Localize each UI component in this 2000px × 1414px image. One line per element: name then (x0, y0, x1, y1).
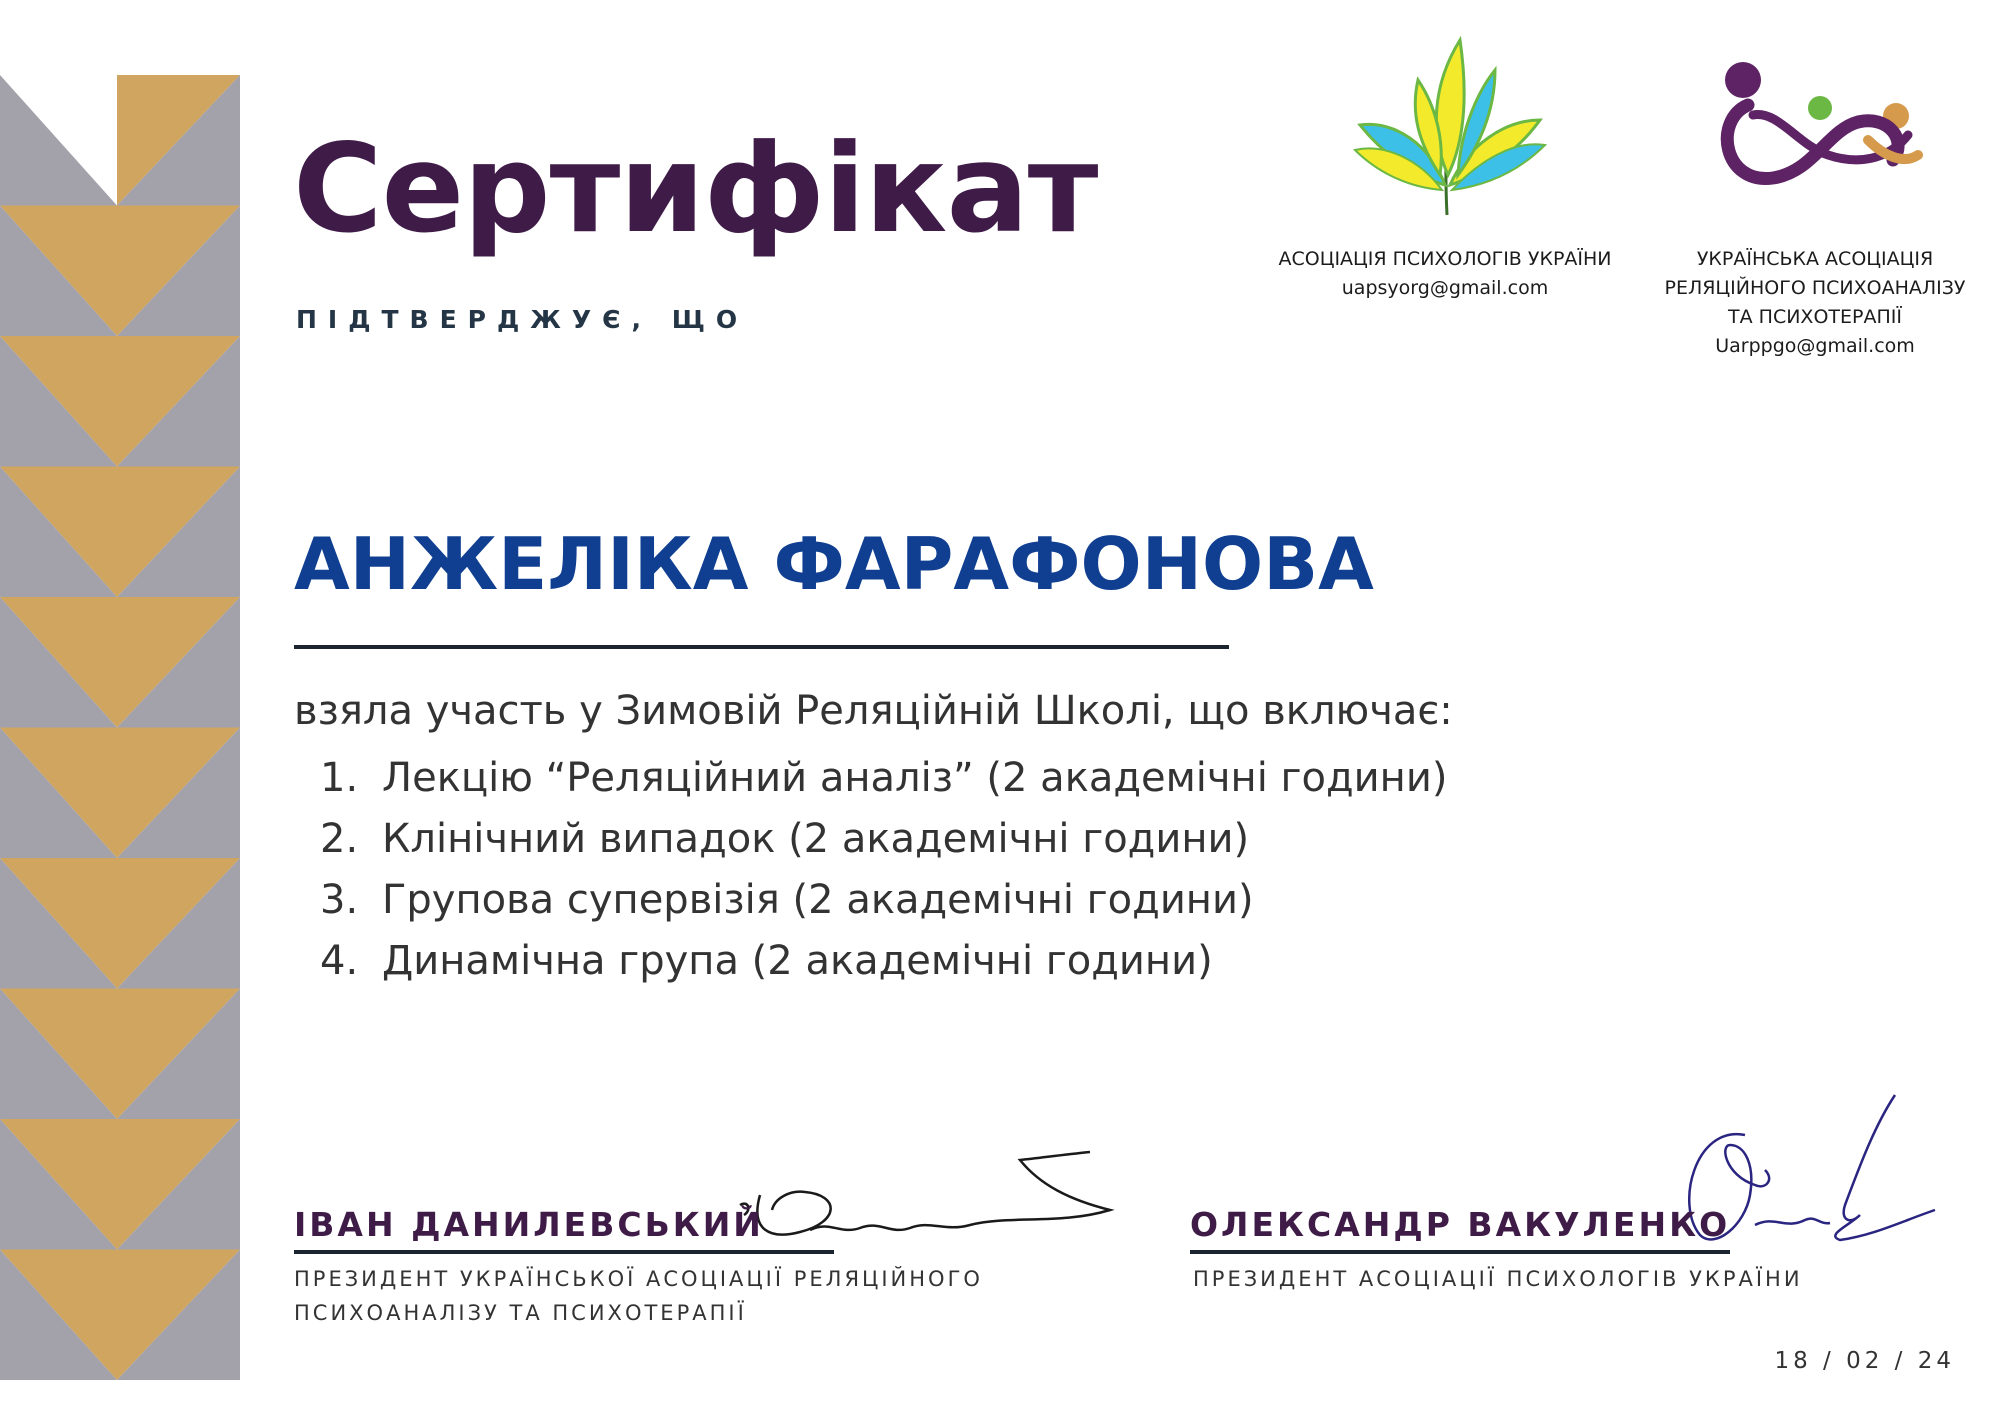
list-item-text: Лекцію “Реляційний аналіз” (2 академічні години) (382, 755, 1448, 801)
list-item-text: Клінічний випадок (2 академічні години) (382, 816, 1250, 862)
list-item-number: 4. (320, 938, 359, 984)
stripe-triangles (0, 75, 240, 1380)
recipient-underline (294, 645, 1229, 649)
signer-1-role (294, 1262, 983, 1330)
list-item (320, 750, 1620, 811)
organization-2-block (1630, 245, 2000, 361)
signer-2-line (1190, 1250, 1730, 1254)
list-item-number: 2. (320, 816, 359, 862)
program-items-list (320, 750, 1620, 994)
list-item-number: 1. (320, 755, 359, 801)
recipient-name: АНЖЕЛІКА ФАРАФОНОВА (294, 522, 1374, 606)
list-item (320, 811, 1620, 872)
infinity-figures-logo-icon (1718, 60, 1923, 190)
lotus-logo-icon (1340, 25, 1555, 220)
signer-2-role-line-1: ПРЕЗИДЕНТ АСОЦІАЦІЇ ПСИХОЛОГІВ УКРАЇНИ (1193, 1267, 1803, 1291)
signer-1-role-line-1: ПРЕЗИДЕНТ УКРАЇНСЬКОЇ АСОЦІАЦІЇ РЕЛЯЦІЙНОГО (294, 1267, 983, 1291)
chevron-stripe-decoration (0, 75, 240, 1380)
signer-2-name: ОЛЕКСАНДР ВАКУЛЕНКО (1190, 1205, 1731, 1244)
organization-2-name-line-1: УКРАЇНСЬКА АСОЦІАЦІЯ (1696, 248, 1934, 270)
organization-2-email: Uarppgo@gmail.com (1715, 335, 1915, 357)
certificate-date: 18 / 02 / 24 (1774, 1348, 1955, 1374)
list-item-text: Динамічна група (2 академічні години) (382, 938, 1213, 984)
signature-1-image (730, 1140, 1130, 1250)
list-item-number: 3. (320, 877, 359, 923)
organization-2-name-line-2: РЕЛЯЦІЙНОГО ПСИХОАНАЛІЗУ (1664, 277, 1966, 299)
participation-intro: взяла участь у Зимовій Реляційній Школі, що включає: (294, 688, 1453, 734)
signer-1-role-line-2: ПСИХОАНАЛІЗУ ТА ПСИХОТЕРАПІЇ (294, 1301, 747, 1325)
organization-1-block (1255, 245, 1635, 303)
signer-1-line (294, 1250, 834, 1254)
certificate-title: Сертифікат (293, 118, 1098, 260)
certificate-subtitle: ПІДТВЕРДЖУЄ, ЩО (296, 305, 749, 334)
signer-1-name: ІВАН ДАНИЛЕВСЬКИЙ (294, 1205, 764, 1244)
list-item-text: Групова супервізія (2 академічні години) (382, 877, 1254, 923)
organization-2-name-line-3: ТА ПСИХОТЕРАПІЇ (1728, 306, 1902, 328)
stripe-triangle (0, 75, 117, 206)
signer-2-role (1193, 1262, 1803, 1296)
list-item (320, 933, 1620, 994)
organization-1-name: АСОЦІАЦІЯ ПСИХОЛОГІВ УКРАЇНИ (1278, 248, 1612, 270)
organization-1-email: uapsyorg@gmail.com (1341, 277, 1549, 299)
list-item (320, 872, 1620, 933)
